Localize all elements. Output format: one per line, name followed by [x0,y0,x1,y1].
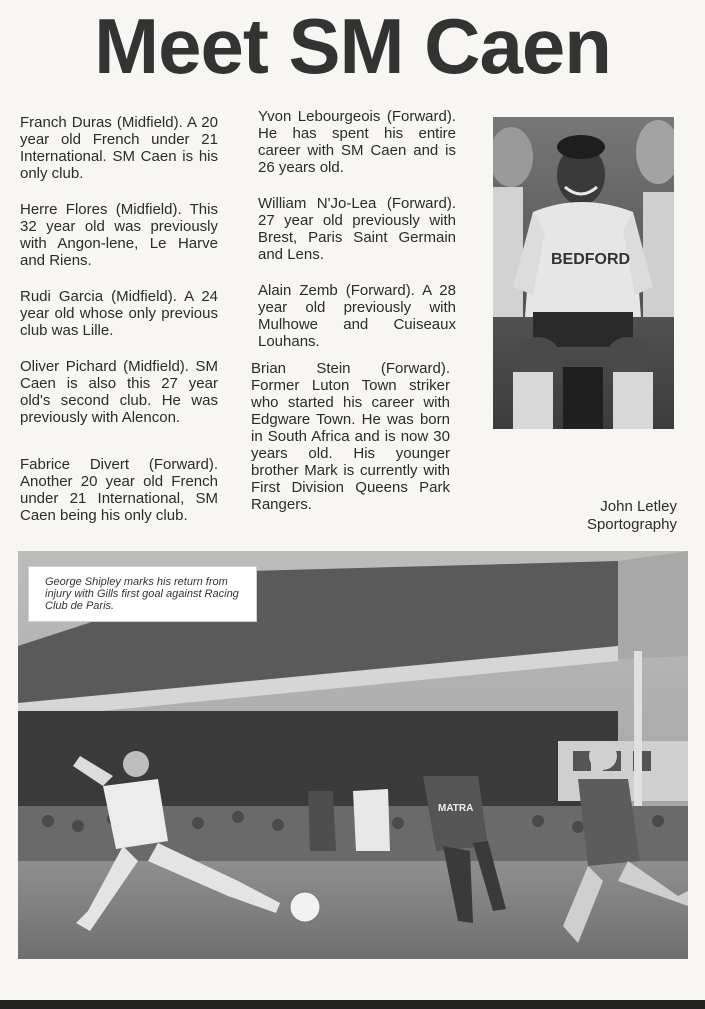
portrait-shirt-text: BEDFORD [551,251,631,268]
player-entry: Brian Stein (Forward). Former Luton Town striker who started his career with Edgware Town. He was born in South Africa and is now 30 years old. His younger brother Mark is currently with First Division Queens Park Rangers. [251,360,450,513]
player-entry: Rudi Garcia (Midfield). A 24 year old whose only previous club was Lille. [20,288,218,339]
match-shirt-text: MATRA [438,803,474,814]
player-entry: Alain Zemb (Forward). A 28 year old previously with Mulhowe and Cuiseaux Louhans. [258,282,456,350]
player-entry: Franch Duras (Midfield). A 20 year old French under 21 International. SM Caen is his only club. [20,114,218,182]
player-entry: Fabrice Divert (Forward). Another 20 year old French under 21 International, SM Caen being his only club. [20,456,218,524]
player-portrait-photo [493,117,674,429]
player-entry: Oliver Pichard (Midfield). SM Caen is also this 27 year old's second club. He was previously with Alencon. [20,358,218,426]
player-list-right [251,108,456,513]
player-entry: Herre Flores (Midfield). This 32 year old was previously with Angon-lene, Le Harve and Riens. [20,201,218,269]
player-entry: William N'Jo-Lea (Forward). 27 year old previously with Brest, Paris Saint Germain and Lens. [258,195,456,263]
page-title: Meet SM Caen [94,2,611,90]
credit-name: John Letley [600,498,677,515]
page-bottom-rule [0,1000,705,1009]
photo-caption: George Shipley marks his return from injury with Gills first goal against Racing Club de Paris. [28,566,257,622]
photo-credit [587,498,677,534]
credit-agency: Sportography [586,516,677,533]
player-entry: Yvon Lebourgeois (Forward). He has spent his entire career with SM Caen and is 26 years old. [258,108,456,176]
player-list-left [20,114,218,524]
